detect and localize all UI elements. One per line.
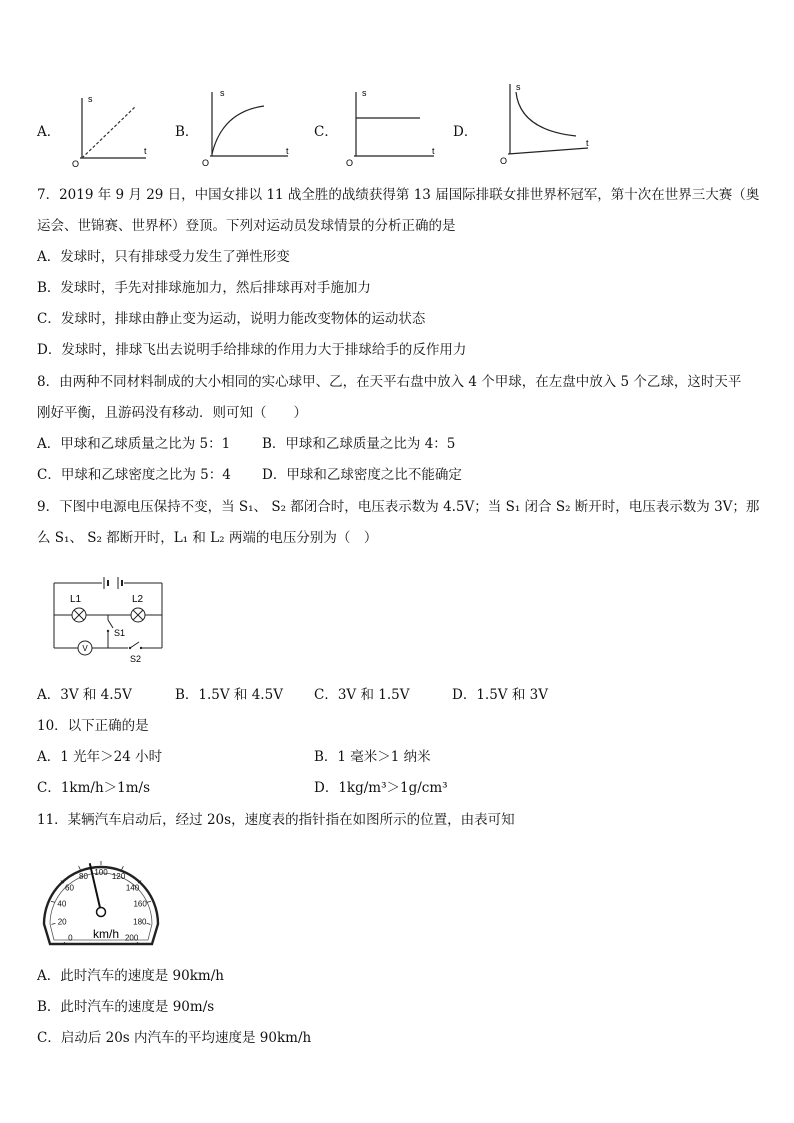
speedometer-hub [97, 908, 106, 917]
speedometer-tick-label: 140 [125, 883, 140, 893]
q9-stem-line1: 9．下图中电源电压保持不变，当 S₁、 S₂ 都闭合时，电压表示数为 4.5V；当 S₁ 闭合 S₂ 断开时，电压表示数为 3V；那 [37, 499, 760, 515]
q11-option-b: B．此时汽车的速度是 90m/s [37, 999, 215, 1015]
q9-stem-line2: 么 S₁、 S₂ 都断开时，L₁ 和 L₂ 两端的电压分别为（ ） [37, 530, 378, 546]
q9-option-c: C．3V 和 1.5V [314, 687, 410, 703]
switch-s1-icon [107, 620, 113, 632]
lamp-l2-icon [131, 608, 145, 622]
q7-option-b: B．发球时，手先对排球施加力，然后排球再对手施加力 [37, 280, 371, 296]
q11-option-c: C．启动后 20s 内汽车的平均速度是 90km/h [37, 1030, 312, 1046]
svg-text:O: O [346, 158, 354, 168]
q6-graph-c [340, 84, 444, 168]
q6-option-c-label: C． [314, 124, 338, 140]
q10-option-d: D．1kg/m³＞1g/cm³ [314, 780, 448, 796]
speedometer-tick-label: 80 [79, 872, 88, 882]
q7-option-a: A．发球时，只有排球受力发生了弹性形变 [37, 249, 290, 265]
q10-option-b: B．1 毫米＞1 纳米 [314, 749, 431, 765]
svg-text:s: s [88, 94, 93, 104]
speedometer-tick-label: 120 [111, 872, 126, 882]
q10-option-c: C．1km/h＞1m/s [37, 780, 151, 796]
svg-text:O: O [72, 159, 80, 168]
q8-option-b: B．甲球和乙球质量之比为 4：5 [262, 436, 456, 452]
svg-text:V: V [82, 644, 88, 653]
q11-option-a: A．此时汽车的速度是 90km/h [37, 968, 224, 984]
q8-stem-line1: 8．由两种不同材料制成的大小相同的实心球甲、乙，在天平右盘中放入 4 个甲球，在左盘中放入 5 个乙球，这时天平 [37, 374, 742, 390]
speedometer-tick [147, 923, 151, 924]
svg-text:S2: S2 [130, 654, 142, 664]
speedometer-tick [52, 923, 56, 924]
q6-graph-d [494, 78, 598, 170]
q8-option-a: A．甲球和乙球质量之比为 5：1 [37, 436, 231, 452]
q6-option-b-label: B． [175, 124, 199, 140]
q7-stem-line2: 运会、世锦赛、世界杯）登顶。下列对运动员发球情景的分析正确的是 [37, 218, 456, 234]
battery-icon [104, 577, 122, 589]
switch-s2-icon [129, 642, 142, 649]
svg-text:L2: L2 [132, 594, 144, 605]
svg-text:O: O [202, 158, 210, 168]
q10-option-a: A．1 光年＞24 小时 [37, 749, 163, 765]
speedometer-tick-label: 0 [68, 933, 73, 943]
q11-speedometer [40, 842, 162, 950]
voltmeter-icon [78, 641, 92, 655]
speedometer-tick-label: 40 [57, 899, 67, 909]
svg-text:s: s [220, 88, 225, 98]
svg-text:t: t [432, 146, 435, 156]
speedometer-tick-label: 100 [94, 868, 108, 877]
svg-text:L1: L1 [70, 594, 82, 605]
svg-text:S1: S1 [114, 628, 126, 638]
q7-option-d: D．发球时，排球飞出去说明手给排球的作用力大于排球给手的反作用力 [37, 342, 467, 358]
q8-option-d: D．甲球和乙球密度之比不能确定 [262, 467, 462, 483]
speedometer-tick [122, 866, 124, 870]
speedometer-tick [147, 901, 151, 902]
q7-option-c: C．发球时，排球由静止变为运动，说明力能改变物体的运动状态 [37, 311, 426, 327]
q6-graph-a [64, 88, 154, 168]
svg-text:s: s [516, 82, 521, 92]
speedometer-tick-label: 60 [65, 883, 74, 893]
speedometer-tick [79, 866, 81, 870]
lamp-l1-icon [72, 608, 86, 622]
speedometer-tick [51, 901, 55, 902]
svg-text:t: t [286, 146, 289, 156]
q9-option-a: A．3V 和 4.5V [37, 687, 132, 703]
speedometer-unit: km/h [92, 927, 120, 941]
svg-text:t: t [144, 146, 147, 156]
q9-circuit-diagram [40, 570, 170, 666]
q8-stem-line2: 刚好平衡，且游码没有移动．则可知（ ） [37, 405, 307, 421]
q9-option-d: D．1.5V 和 3V [452, 687, 548, 703]
q7-stem-line1: 7．2019 年 9 月 29 日，中国女排以 11 战全胜的战绩获得第 13 届国际排联女排世界杯冠军，第十次在世界三大赛（奥 [37, 187, 760, 203]
q6-option-d-label: D． [453, 124, 478, 140]
q10-stem: 10．以下正确的是 [37, 718, 149, 734]
svg-text:t: t [586, 138, 589, 148]
speedometer-tick-label: 200 [124, 933, 139, 943]
q6-option-a-label: A． [37, 124, 61, 140]
speedometer-tick-label: 20 [57, 917, 67, 927]
q6-graph-b [198, 84, 298, 168]
q9-option-b: B．1.5V 和 4.5V [175, 687, 283, 703]
svg-text:s: s [362, 88, 367, 98]
q8-option-c: C．甲球和乙球密度之比为 5：4 [37, 467, 231, 483]
q11-stem: 11．某辆汽车启动后，经过 20s，速度表的指针指在如图所示的位置，由表可知 [37, 812, 515, 828]
svg-text:O: O [500, 156, 508, 166]
speedometer-tick-label: 180 [133, 917, 147, 927]
speedometer-tick-label: 160 [133, 899, 147, 909]
